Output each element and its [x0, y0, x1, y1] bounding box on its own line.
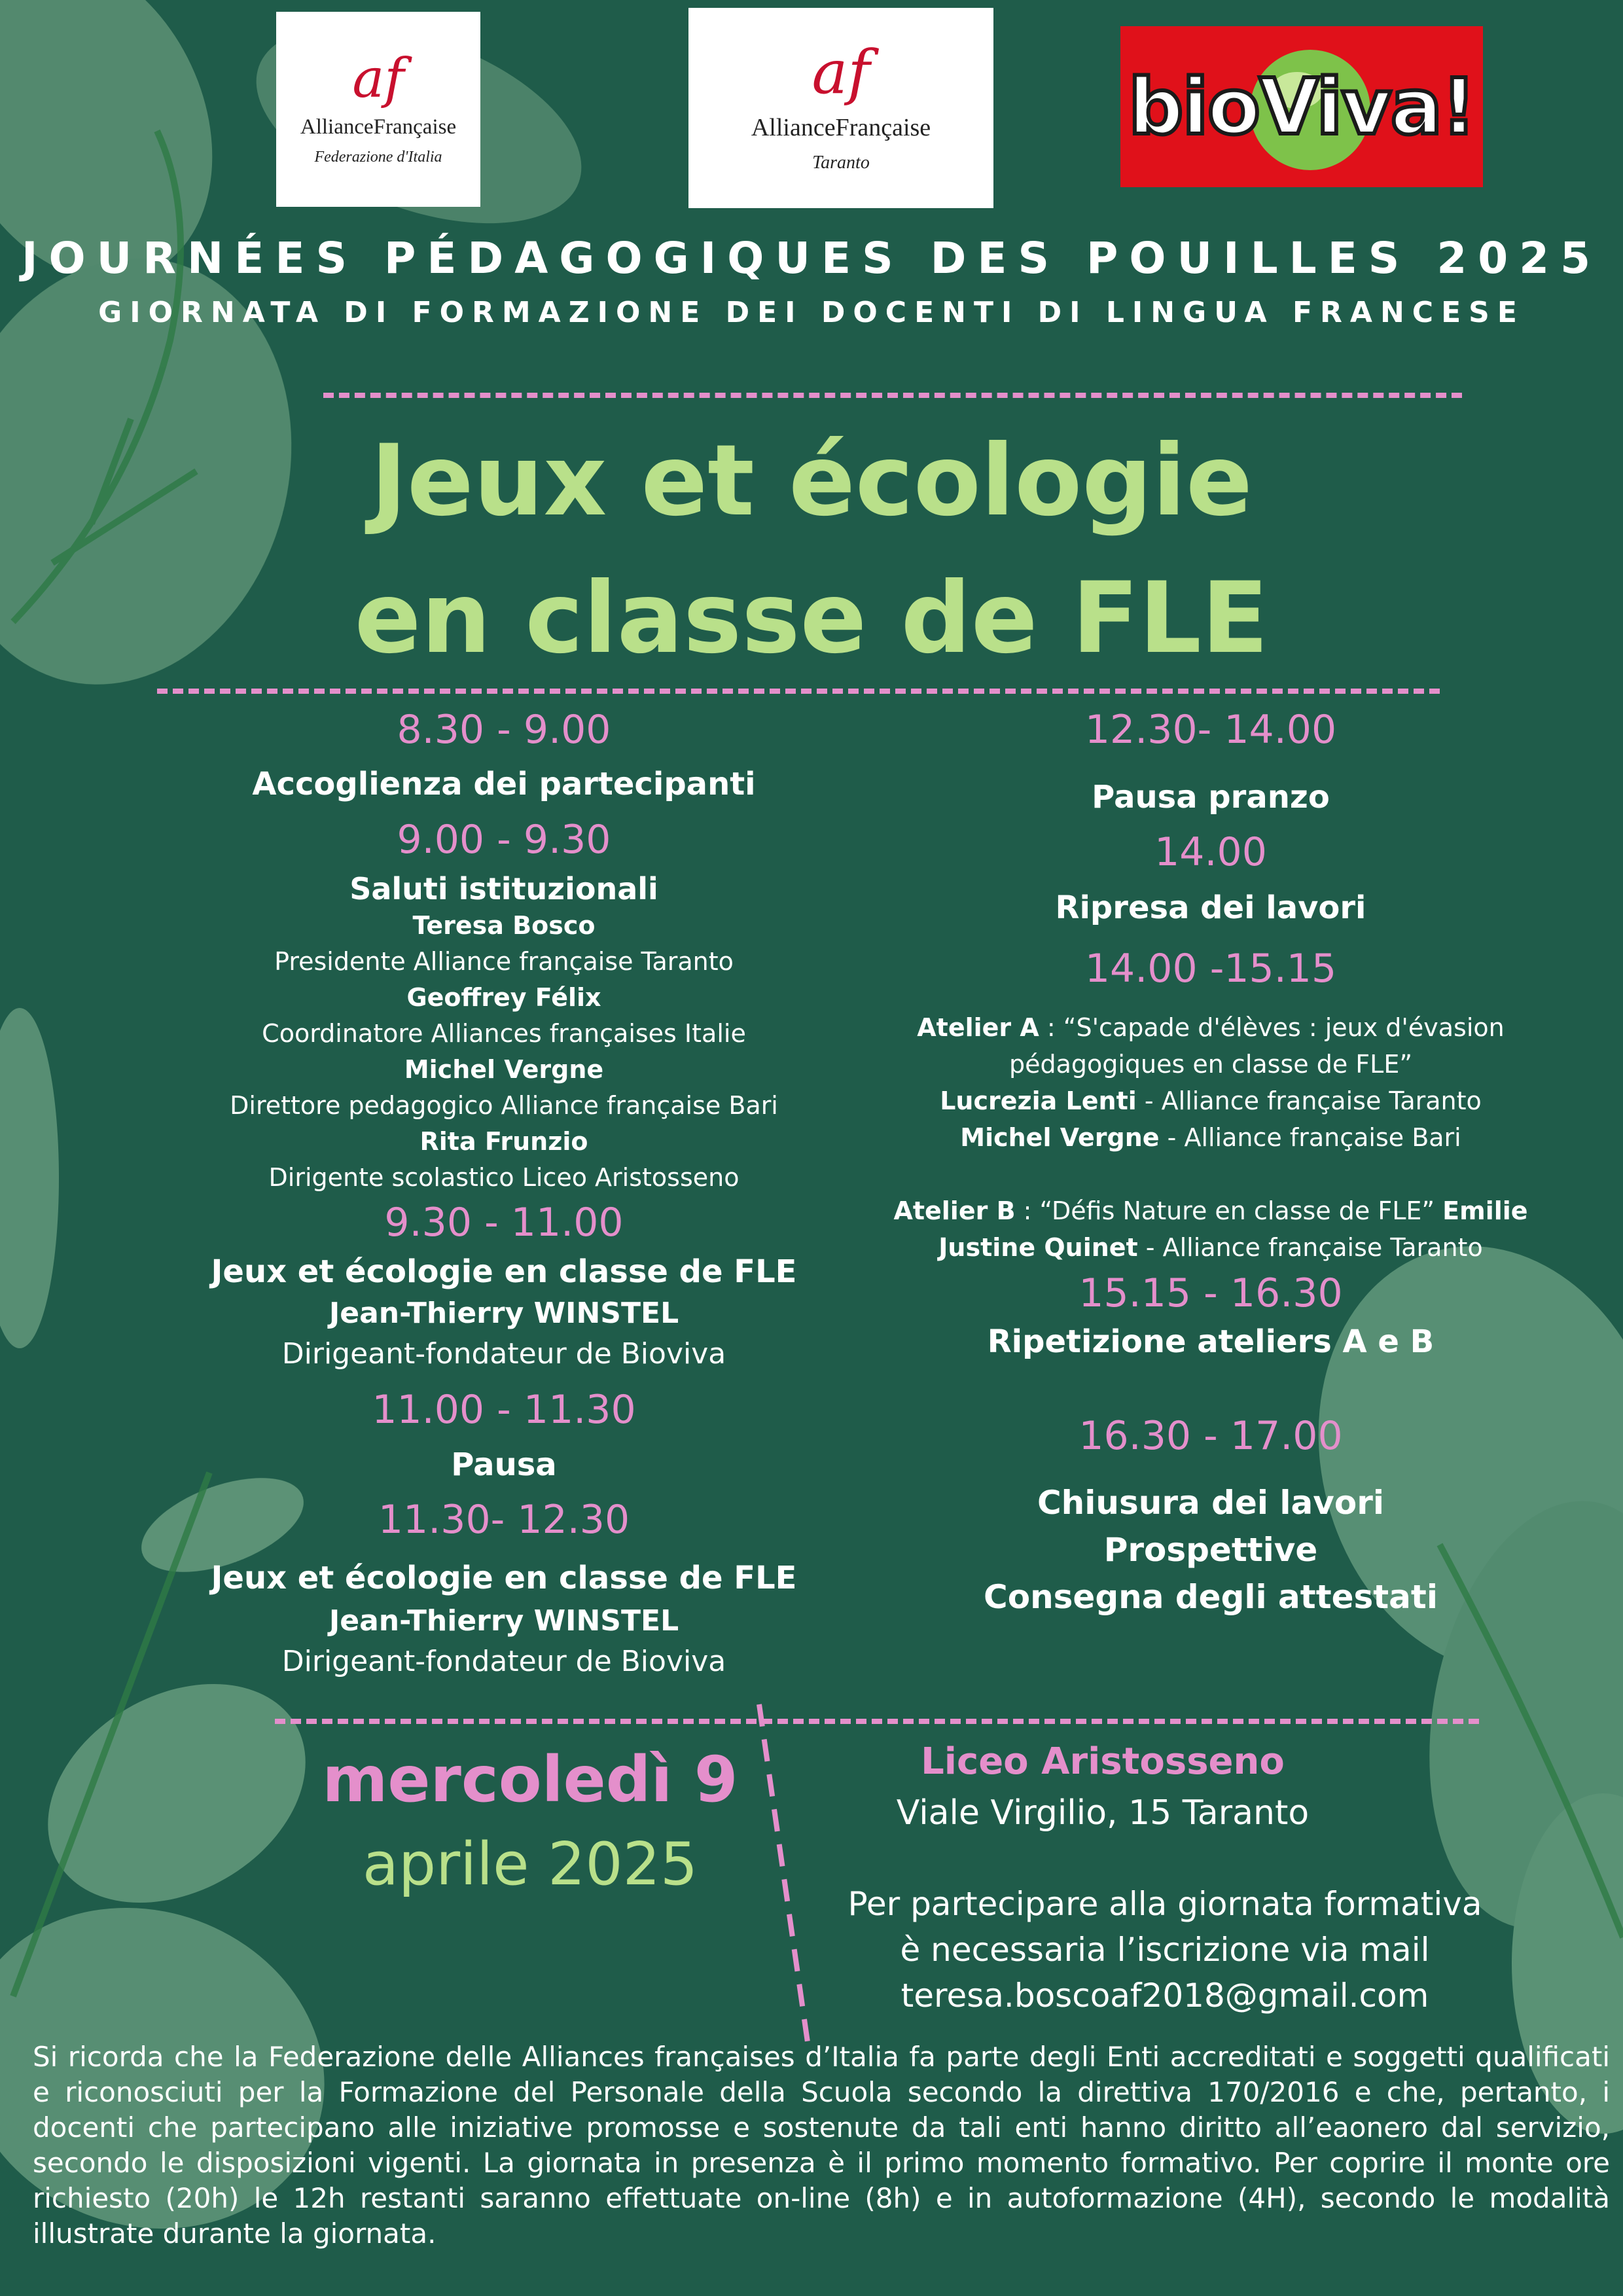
speaker-name: Jean-Thierry WINSTEL	[329, 1604, 679, 1638]
program-right	[851, 700, 1571, 1621]
registration-email: teresa.boscoaf2018@gmail.com	[901, 1977, 1429, 2015]
bioviva-logo	[1120, 26, 1483, 187]
registration-note: Per partecipare alla giornata formativa	[847, 1885, 1482, 1923]
speaker-name: Rita Frunzio	[419, 1127, 588, 1156]
time-slot: 9.30 - 11.00	[384, 1200, 624, 1246]
session-title: Accoglienza dei partecipanti	[252, 766, 756, 802]
time-slot: 14.00	[1154, 829, 1267, 875]
speaker-name: Geoffrey Félix	[406, 983, 601, 1012]
atelier-a-title-cont: pédagogiques en classe de FLE”	[1008, 1050, 1413, 1079]
date-month-year: aprile 2025	[362, 1830, 698, 1899]
alliance-francaise-federazione-logo	[276, 12, 480, 207]
date-day: mercoledì 9	[322, 1743, 738, 1816]
session-title: Prospettive	[1103, 1531, 1318, 1569]
event-title: JOURNÉES PÉDAGOGIQUES DES POUILLES 2025	[21, 233, 1602, 283]
atelier-a-presenter-1	[851, 1083, 1571, 1119]
presenter-name: Justine Quinet	[938, 1233, 1138, 1262]
speaker-name: Jean-Thierry WINSTEL	[329, 1297, 679, 1330]
divider-bottom	[275, 1719, 1479, 1724]
venue-address: Viale Virgilio, 15 Taranto	[896, 1793, 1310, 1833]
speaker-role: Dirigente scolastico Liceo Aristosseno	[268, 1163, 740, 1192]
main-title-line-2: en classe de FLE	[354, 562, 1269, 675]
session-title: Pausa	[451, 1446, 557, 1483]
atelier-a-line-1	[851, 1009, 1571, 1046]
speaker-role: Dirigeant-fondateur de Bioviva	[281, 1337, 726, 1371]
atelier-a-label: Atelier A	[917, 1013, 1039, 1042]
alliance-francaise-taranto-logo	[688, 8, 993, 208]
event-subtitle: GIORNATA DI FORMAZIONE DEI DOCENTI DI LINGUA FRANCESE	[98, 296, 1525, 329]
atelier-b-line-1	[851, 1193, 1571, 1229]
bioviva-wordmark: bioViva!	[1128, 62, 1476, 152]
time-slot: 11.00 - 11.30	[372, 1387, 636, 1433]
atelier-b-presenter	[851, 1229, 1571, 1266]
speaker-role: Direttore pedagogico Alliance française Bari	[230, 1091, 778, 1120]
logo-brand: AllianceFrançaise	[751, 114, 931, 141]
session-title: Ripresa dei lavori	[1055, 889, 1366, 926]
time-slot: 9.00 - 9.30	[397, 817, 611, 863]
time-slot: 16.30 - 17.00	[1079, 1413, 1343, 1459]
logo-subtitle: Federazione d'Italia	[314, 149, 442, 166]
time-slot: 15.15 - 16.30	[1079, 1270, 1343, 1316]
registration-note: è necessaria l’iscrizione via mail	[900, 1931, 1430, 1969]
presenter-org: - Alliance française Taranto	[1136, 1086, 1482, 1115]
venue-info	[772, 1736, 1558, 2018]
logo-subtitle: Taranto	[812, 152, 870, 173]
venue-name: Liceo Aristosseno	[921, 1740, 1285, 1783]
time-slot: 11.30- 12.30	[378, 1497, 630, 1543]
divider-top	[323, 393, 1462, 398]
session-title: Chiusura dei lavori	[1037, 1484, 1385, 1522]
session-title: Saluti istituzionali	[349, 871, 658, 906]
af-symbol: af	[812, 37, 870, 107]
session-title: Jeux et écologie en classe de FLE	[211, 1253, 797, 1290]
session-title: Jeux et écologie en classe de FLE	[211, 1560, 797, 1596]
main-title	[0, 412, 1623, 687]
session-title: Consegna degli attestati	[984, 1578, 1438, 1616]
divider-mid	[157, 689, 1440, 694]
time-slot: 12.30- 14.00	[1084, 707, 1337, 753]
af-symbol: af	[352, 48, 404, 110]
speaker-role: Coordinatore Alliances françaises Italie	[262, 1019, 746, 1048]
program-left	[124, 700, 883, 1682]
atelier-b-title: : “Défis Nature en classe de FLE”	[1015, 1196, 1443, 1225]
atelier-b-label: Atelier B	[893, 1196, 1016, 1225]
presenter-org: - Alliance française Bari	[1159, 1123, 1461, 1152]
session-title: Pausa pranzo	[1092, 779, 1330, 816]
atelier-a-presenter-2	[851, 1119, 1571, 1156]
presenter-name: Emilie	[1442, 1196, 1528, 1225]
speaker-role: Presidente Alliance française Taranto	[274, 947, 734, 976]
presenter-name: Lucrezia Lenti	[940, 1086, 1137, 1115]
presenter-org: - Alliance française Taranto	[1137, 1233, 1483, 1262]
session-title: Ripetizione ateliers A e B	[987, 1323, 1435, 1360]
main-title-line-1: Jeux et écologie	[370, 424, 1253, 538]
speaker-role: Dirigeant-fondateur de Bioviva	[281, 1645, 726, 1678]
presenter-name: Michel Vergne	[960, 1123, 1160, 1152]
accreditation-note: Si ricorda che la Federazione delle Alliances françaises d’Italia fa parte degli Enti accreditati e soggetti qualificati e riconosciuti per la Formazione del Personale della Scuola secondo la direttiva 170/2016 e che, pertanto, i docenti che partecipano alle iniziative promosse e sostenute da tali enti hanno diritto all’eaonero dal servizio, secondo le disposizioni vigenti. La giornata in presenza è il primo momento formativo. Per coprire il monte ore richiesto (20h) le 12h restanti saranno effettuate on-line (8h) e in autoformazione (4H), secondo le modalità illustrate durante la giornata.	[33, 2041, 1610, 2250]
speaker-name: Michel Vergne	[404, 1055, 604, 1084]
speaker-name: Teresa Bosco	[412, 911, 596, 940]
time-slot: 14.00 -15.15	[1084, 946, 1337, 992]
atelier-a-title: : “S'capade d'élèves : jeux d'évasion	[1039, 1013, 1505, 1042]
logo-brand: AllianceFrançaise	[300, 115, 457, 139]
time-slot: 8.30 - 9.00	[397, 707, 611, 753]
